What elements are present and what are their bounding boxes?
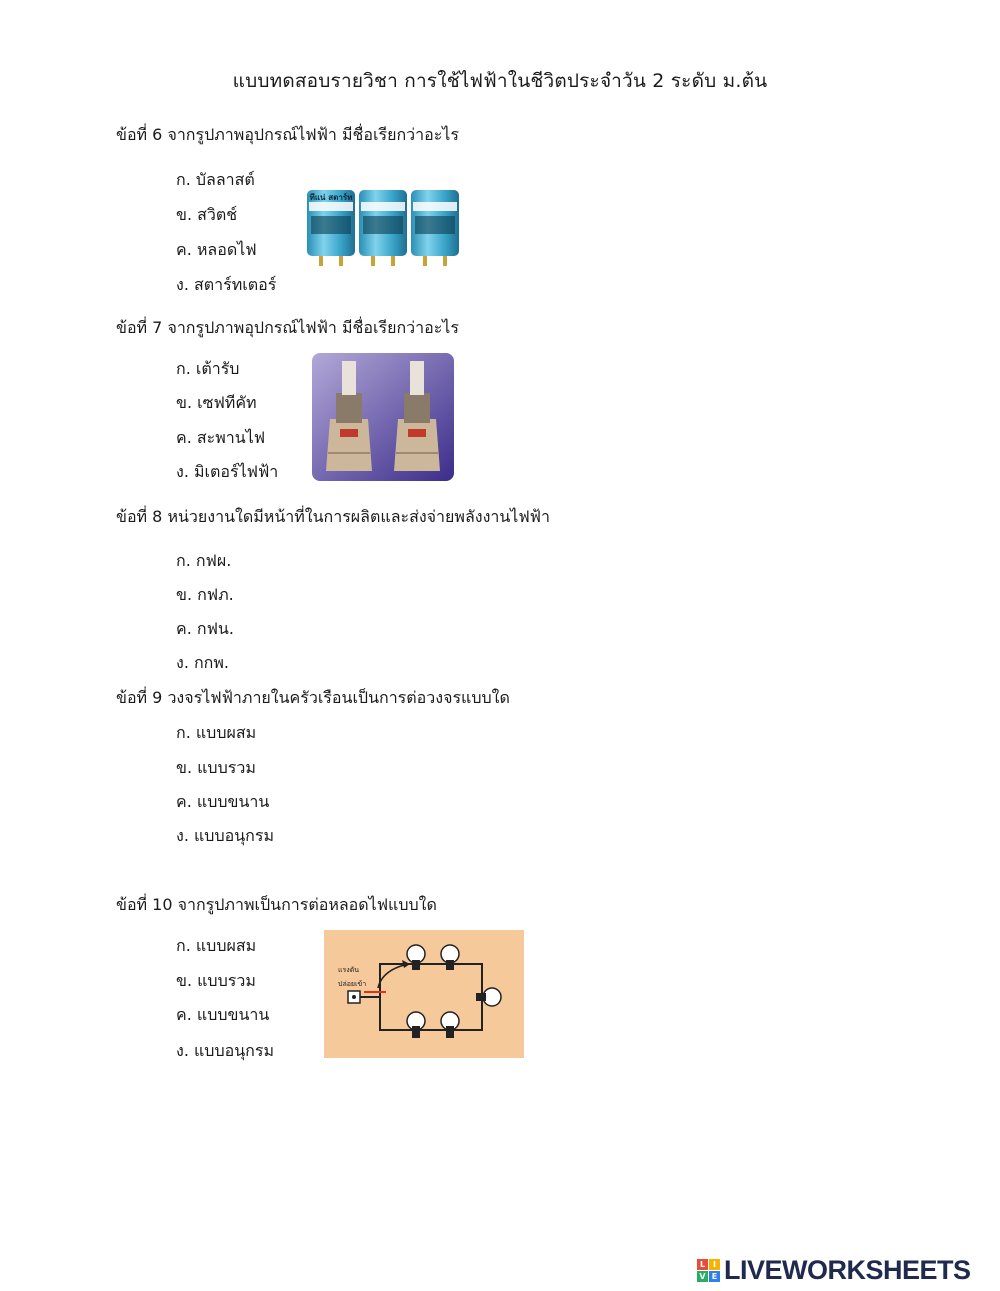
q9-option-b[interactable]: ข. แบบรวม [176, 758, 256, 777]
q8-option-d[interactable]: ง. กกพ. [176, 653, 229, 672]
question-8: ข้อที่ 8 หน่วยงานใดมีหน้าที่ในการผลิตและส่งจ่ายพลังงานไฟฟ้า [116, 507, 550, 526]
q9-option-c[interactable]: ค. แบบขนาน [176, 792, 270, 811]
question-10: ข้อที่ 10 จากรูปภาพเป็นการต่อหลอดไฟแบบใด [116, 895, 437, 914]
logo-letter-e: E [709, 1271, 720, 1282]
q6-option-b[interactable]: ข. สวิตช์ [176, 205, 238, 224]
q10-option-c[interactable]: ค. แบบขนาน [176, 1005, 270, 1024]
liveworksheets-logo[interactable] [697, 1255, 971, 1285]
question-6: ข้อที่ 6 จากรูปภาพอุปกรณ์ไฟฟ้า มีชื่อเรียกว่าอะไร [116, 125, 459, 144]
cutout-switch-image [312, 353, 454, 481]
q7-option-d[interactable]: ง. มิเตอร์ไฟฟ้า [176, 462, 279, 481]
q9-option-d[interactable]: ง. แบบอนุกรม [176, 826, 274, 845]
question-9: ข้อที่ 9 วงจรไฟฟ้าภายในครัวเรือนเป็นการต่อวงจรแบบใด [116, 688, 510, 707]
starter-unit-3 [411, 190, 459, 266]
logo-letter-i: I [709, 1259, 720, 1270]
circuit-diagram [324, 930, 524, 1058]
diagram-label-voltage: แรงดัน [338, 966, 360, 974]
logo-letter-l: L [697, 1259, 708, 1270]
q6-option-a[interactable]: ก. บัลลาสต์ [176, 170, 255, 189]
q7-option-a[interactable]: ก. เต้ารับ [176, 359, 240, 378]
q8-option-a[interactable]: ก. กฟผ. [176, 551, 232, 570]
q8-option-b[interactable]: ข. กฟภ. [176, 585, 234, 604]
q6-option-c[interactable]: ค. หลอดไฟ [176, 240, 257, 259]
q8-option-c[interactable]: ค. กฟน. [176, 619, 234, 638]
starter-unit-2 [359, 190, 407, 266]
logo-letter-v: V [697, 1271, 708, 1282]
q7-option-b[interactable]: ข. เซฟทีคัท [176, 393, 257, 412]
logo-text: LIVEWORKSHEETS [724, 1254, 971, 1285]
q10-option-b[interactable]: ข. แบบรวม [176, 971, 256, 990]
q9-option-a[interactable]: ก. แบบผสม [176, 723, 257, 742]
q10-option-a[interactable]: ก. แบบผสม [176, 936, 257, 955]
q6-option-d[interactable]: ง. สตาร์ทเตอร์ [176, 275, 277, 294]
logo-mark [697, 1259, 720, 1282]
starter-label: ทีแน่ สตาร์ท [309, 193, 353, 202]
starter-unit-1 [307, 190, 355, 266]
starter-image [305, 186, 463, 270]
q10-option-d[interactable]: ง. แบบอนุกรม [176, 1041, 274, 1060]
diagram-label-input: ปล่อยเข้า [338, 980, 367, 988]
question-7: ข้อที่ 7 จากรูปภาพอุปกรณ์ไฟฟ้า มีชื่อเรียกว่าอะไร [116, 318, 459, 337]
q7-option-c[interactable]: ค. สะพานไฟ [176, 428, 266, 447]
worksheet-title: แบบทดสอบรายวิชา การใช้ไฟฟ้าในชีวิตประจำวัน 2 ระดับ ม.ต้น [232, 70, 768, 92]
